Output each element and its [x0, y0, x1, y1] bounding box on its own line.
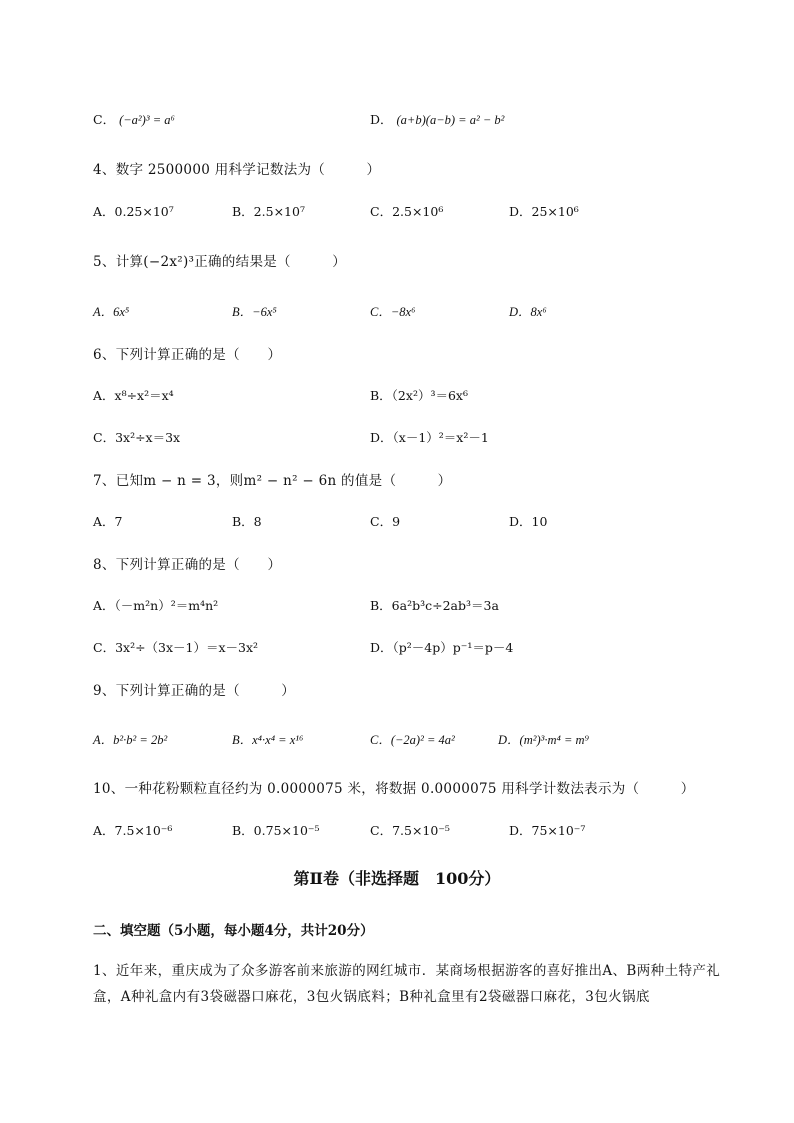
q7-option-b: B．8 [232, 514, 262, 529]
option-expression: (−a²)³ = a⁶ [119, 113, 175, 127]
q3-option-d [370, 110, 504, 128]
q8-option-c: C．3x²÷（3x－1）＝x－3x² [93, 640, 259, 655]
q8-option-b: B．6a²b³c÷2ab³＝3a [370, 598, 499, 613]
option-label: D． [370, 112, 393, 127]
q10-option-b: B．0.75×10⁻⁵ [232, 823, 320, 838]
q9-stem: 9、下列计算正确的是（ ） [93, 683, 296, 699]
q9-option-b: B．x⁴·x⁴ = x¹⁶ [232, 733, 304, 747]
option-label: C． [93, 112, 116, 127]
q7-option-a: A．7 [93, 514, 123, 529]
q9-option-a: A．b²·b² = 2b² [93, 733, 168, 747]
q10-option-a: A．7.5×10⁻⁶ [93, 823, 173, 838]
fill-in-question-1: 1、近年来，重庆成为了众多游客前来旅游的网红城市．某商场根据游客的喜好推出A、B两种土特产礼盒，A种礼盒内有3袋磁器口麻花，3包火锅底料；B种礼盒里有2袋磁器口麻花，3包火锅底 [93, 963, 721, 1005]
q7-stem: 7、已知m − n = 3，则m² − n² − 6n 的值是（ ） [93, 473, 452, 489]
q4-stem: 4、数字 2500000 用科学记数法为（ ） [93, 162, 381, 178]
q10-option-c: C．7.5×10⁻⁵ [370, 823, 450, 838]
q7-option-c: C．9 [370, 514, 401, 529]
q9-option-d: D．(m²)³·m⁴ = m⁹ [498, 733, 589, 747]
q5-option-b: B．−6x⁵ [232, 305, 277, 319]
q4-option-d: D．25×10⁶ [509, 204, 579, 219]
q5-option-c: C．−8x⁶ [370, 305, 416, 319]
q4-option-a: A．0.25×10⁷ [93, 204, 174, 219]
q10-stem: 10、一种花粉颗粒直径约为 0.0000075 米，将数据 0.0000075 用科学计数法表示为（ ） [93, 781, 695, 797]
q9-option-c: C．(−2a)² = 4a² [370, 733, 455, 747]
fill-in-heading: 二、填空题（5小题，每小题4分，共计20分） [93, 923, 374, 939]
section-title: 第Ⅱ卷（非选择题 100分） [293, 869, 501, 888]
q5-option-a: A．6x⁵ [93, 305, 130, 319]
q4-option-c: C．2.5×10⁶ [370, 204, 444, 219]
q5-stem: 5、计算(−2x²)³正确的结果是（ ） [93, 254, 347, 270]
option-expression: (a+b)(a−b) = a² − b² [396, 113, 505, 127]
q6-option-c: C．3x²÷x＝3x [93, 430, 181, 445]
q6-option-d: D．（x－1）²＝x²－1 [370, 430, 489, 445]
q8-stem: 8、下列计算正确的是（ ） [93, 557, 282, 573]
q10-option-d: D．75×10⁻⁷ [509, 823, 586, 838]
q6-option-a: A．x⁸÷x²＝x⁴ [93, 388, 174, 403]
q6-option-b: B．（2x²）³＝6x⁶ [370, 388, 468, 403]
q6-stem: 6、下列计算正确的是（ ） [93, 347, 282, 363]
q5-option-d: D．8x⁶ [509, 305, 547, 319]
q4-option-b: B．2.5×10⁷ [232, 204, 305, 219]
q7-option-d: D．10 [509, 514, 548, 529]
q3-option-c [93, 110, 175, 128]
q8-option-a: A．（－m²n）²＝m⁴n² [93, 598, 219, 613]
q8-option-d: D．（p²－4p）p⁻¹＝p－4 [370, 640, 514, 655]
